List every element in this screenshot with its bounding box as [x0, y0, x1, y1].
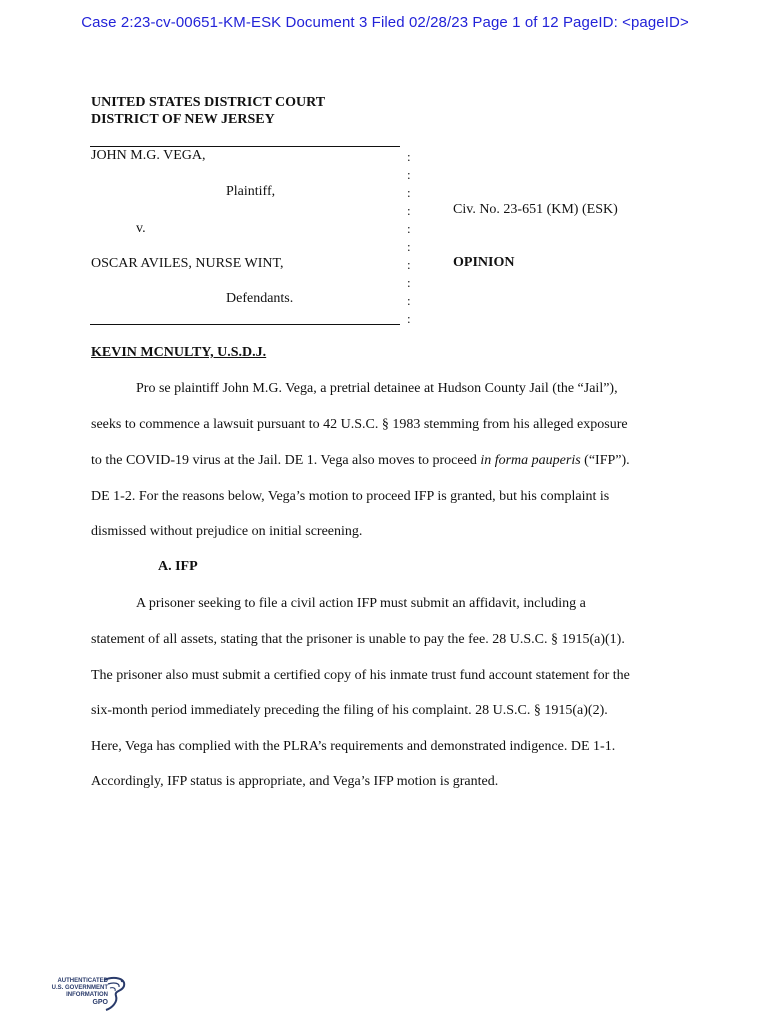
section-heading-ifp: A. IFP: [158, 559, 198, 574]
gpo-seal-line-1: AUTHENTICATED: [57, 978, 108, 984]
p1-line-5: dismissed without prejudice on initial screening.: [91, 524, 363, 539]
court-name: UNITED STATES DISTRICT COURT: [91, 95, 326, 110]
gpo-seal-line-3: INFORMATION: [66, 992, 108, 998]
filing-header-stamp: Case 2:23-cv-00651-KM-ESK Document 3 Filed 02/28/23 Page 1 of 12 PageID: <pageID>: [81, 14, 689, 31]
p1-line-3-text-a: to the COVID-19 virus at the Jail. DE 1. Vega also moves to proceed: [91, 453, 481, 468]
gpo-eagle-icon: [100, 974, 130, 1014]
p2-line-3: The prisoner also must submit a certified copy of his inmate trust fund account statement for the: [91, 668, 630, 683]
latin-term: in forma pauperis: [480, 453, 581, 468]
plaintiff-role: Plaintiff,: [226, 184, 276, 199]
defendants-role: Defendants.: [226, 291, 294, 306]
caption-bottom-rule: [90, 324, 400, 325]
court-district: DISTRICT OF NEW JERSEY: [91, 112, 275, 127]
caption-top-rule: [90, 146, 400, 147]
versus: v.: [136, 221, 146, 236]
plaintiff-name: JOHN M.G. VEGA,: [91, 148, 206, 163]
gpo-seal-line-4: GPO: [92, 999, 108, 1006]
gpo-seal-line-2: U.S. GOVERNMENT: [51, 985, 108, 991]
p1-line-4: DE 1-2. For the reasons below, Vega’s motion to proceed IFP is granted, but his complaint is: [91, 489, 610, 504]
judge-signature-line: KEVIN MCNULTY, U.S.D.J.: [91, 345, 267, 360]
p2-line-2: statement of all assets, stating that the prisoner is unable to pay the fee. 28 U.S.C. § 1915(a)(1).: [91, 632, 625, 647]
p2-line-6: Accordingly, IFP status is appropriate, and Vega’s IFP motion is granted.: [91, 774, 499, 789]
defendants-names: OSCAR AVILES, NURSE WINT,: [91, 256, 284, 271]
p2-line-1: A prisoner seeking to file a civil action IFP must submit an affidavit, including a: [136, 596, 586, 611]
caption-divider: : : : : : : : : : :: [407, 149, 411, 326]
p1-line-3-text-c: (“IFP”).: [580, 453, 630, 468]
p1-line-2: seeks to commence a lawsuit pursuant to 42 U.S.C. § 1983 stemming from his alleged exposure: [91, 417, 628, 432]
p2-line-4: six-month period immediately preceding the filing of his complaint. 28 U.S.C. § 1915(a)(2).: [91, 703, 608, 718]
p2-line-5: Here, Vega has complied with the PLRA’s requirements and demonstrated indigence. DE 1-1.: [91, 739, 616, 754]
document-type: OPINION: [453, 255, 515, 270]
p1-line-1: Pro se plaintiff John M.G. Vega, a pretrial detainee at Hudson County Jail (the “Jail”),: [136, 381, 618, 396]
civil-number: Civ. No. 23-651 (KM) (ESK): [453, 202, 618, 217]
p1-line-3: [91, 452, 630, 470]
